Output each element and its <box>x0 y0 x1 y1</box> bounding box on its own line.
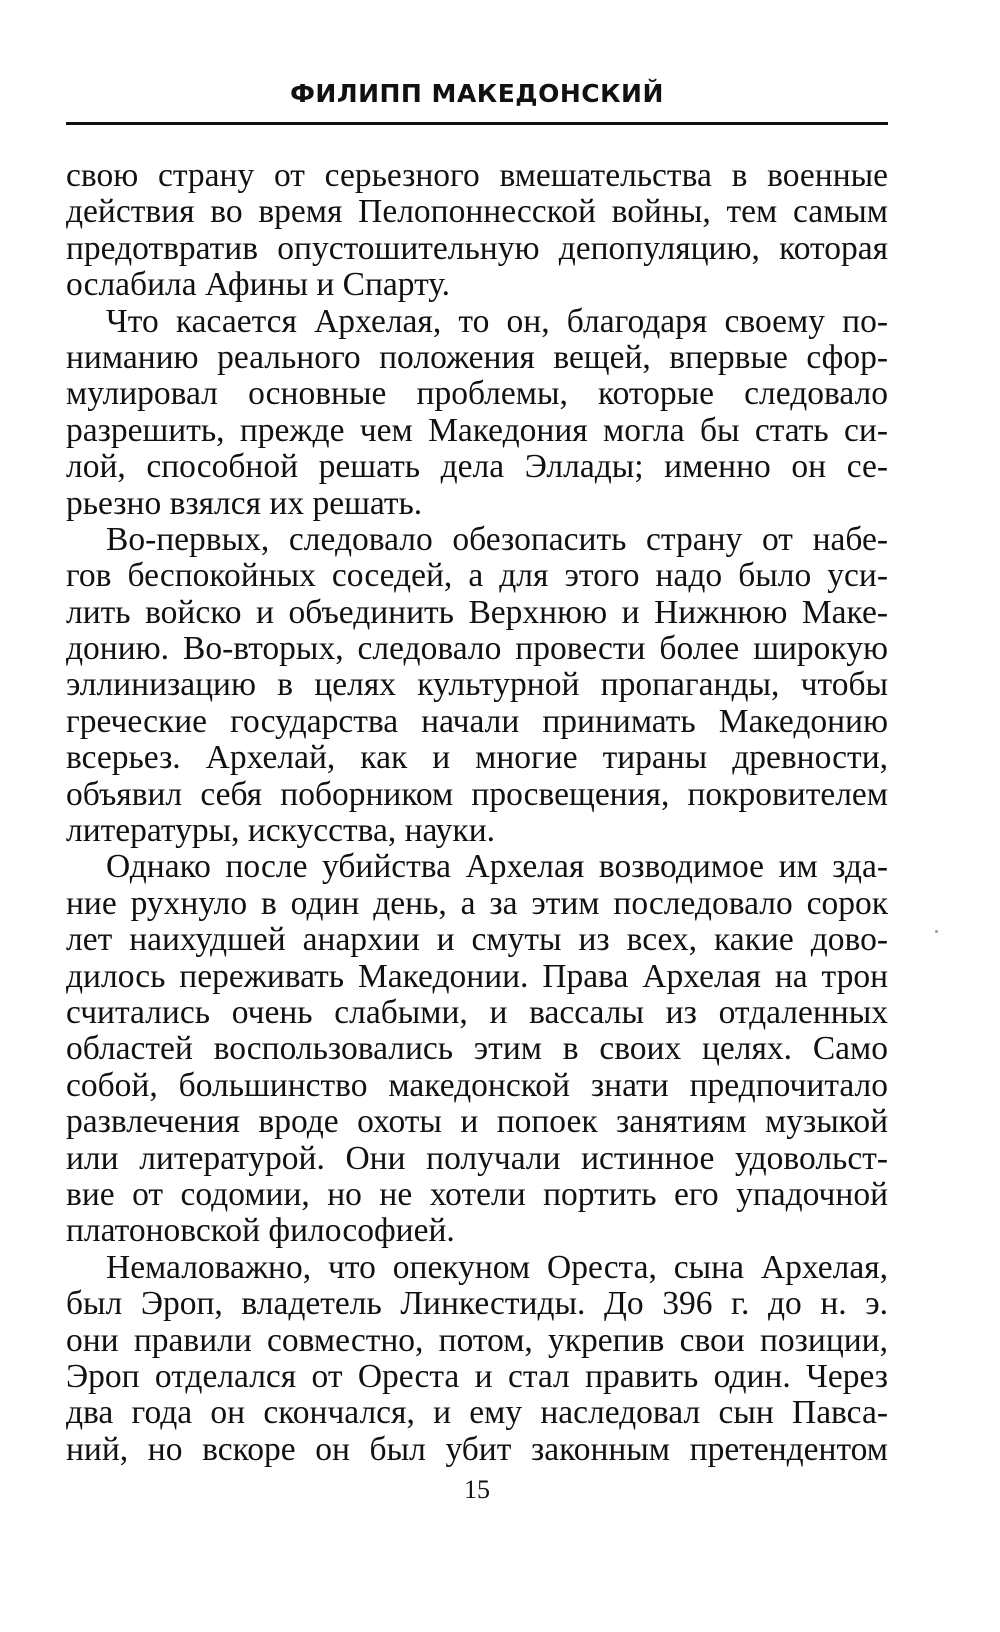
running-head-title: ФИЛИПП МАКЕДОНСКИЙ <box>290 79 664 108</box>
text-line: или литературой. Они получали истинное удовольст- <box>66 1139 888 1177</box>
text-line: ослабила Афины и Спарту. <box>66 266 451 304</box>
text-line: два года он скончался, и ему наследовал сын Павса- <box>66 1394 888 1432</box>
text-line: эллинизацию в целях культурной пропаганды, чтобы <box>66 666 888 704</box>
text-line: лить войско и объединить Верхнюю и Нижнюю Маке- <box>66 593 888 631</box>
text-line: лет наихудшей анархии и смуты из всех, какие дово- <box>66 921 888 959</box>
text-line: предотвратив опустошительную депопуляцию, которая <box>66 229 888 267</box>
scan-speck <box>935 930 938 933</box>
text-line: считались очень слабыми, и вассалы из отдаленных <box>66 993 888 1031</box>
text-line: они правили совместно, потом, укрепив свои позиции, <box>66 1321 888 1359</box>
text-line: рьезно взялся их решать. <box>66 484 423 522</box>
text-line: объявил себя поборником просвещения, покровителем <box>66 775 888 813</box>
text-line: областей воспользовались этим в своих целях. Само <box>66 1030 888 1068</box>
text-line: собой, большинство македонской знати предпочитало <box>66 1066 888 1104</box>
text-line: Во-первых, следовало обезопасить страну от набе- <box>106 520 888 558</box>
text-line: греческие государства начали принимать Македонию <box>66 702 888 740</box>
text-line: всерьез. Архелай, как и многие тираны древности, <box>66 739 888 777</box>
header-rule <box>66 122 888 125</box>
text-line: платоновской философией. <box>66 1212 455 1250</box>
text-line: действия во время Пелопоннесской войны, тем самым <box>66 193 888 231</box>
text-line: мулировал основные проблемы, которые следовало <box>66 375 888 413</box>
text-line: развлечения вроде охоты и попоек занятиям музыкой <box>66 1103 888 1141</box>
text-line: Однако после убийства Архелая возводимое им зда- <box>106 848 888 886</box>
text-line: был Эроп, владетель Линкестиды. До 396 г. до н. э. <box>66 1285 888 1323</box>
text-line: вие от содомии, но не хотели портить его упадочной <box>66 1175 888 1213</box>
text-line: лой, способной решать дела Эллады; именно он се- <box>66 448 888 486</box>
text-line: донию. Во-вторых, следовало провести более широкую <box>66 630 888 668</box>
text-line: разрешить, прежде чем Македония могла бы стать си- <box>66 411 888 449</box>
text-line: ние рухнуло в один день, а за этим последовало сорок <box>66 884 888 922</box>
text-line: Немаловажно, что опекуном Ореста, сына Архелая, <box>106 1248 888 1286</box>
text-line: литературы, искусства, науки. <box>66 812 496 850</box>
text-line: Эроп отделался от Ореста и стал править один. Через <box>66 1357 888 1395</box>
text-line: гов беспокойных соседей, а для этого надо было уси- <box>66 557 888 595</box>
text-line: ний, но вскоре он был убит законным претендентом <box>66 1430 888 1468</box>
text-line: ниманию реального положения вещей, впервые сфор- <box>66 338 888 376</box>
page-number: 15 <box>464 1475 490 1504</box>
text-line: свою страну от серьезного вмешательства в военные <box>66 157 888 194</box>
text-line: дилось переживать Македонии. Права Архелая на трон <box>66 957 888 995</box>
text-line: Что касается Архелая, то он, благодаря своему по- <box>106 302 888 340</box>
body-text <box>66 158 888 1468</box>
